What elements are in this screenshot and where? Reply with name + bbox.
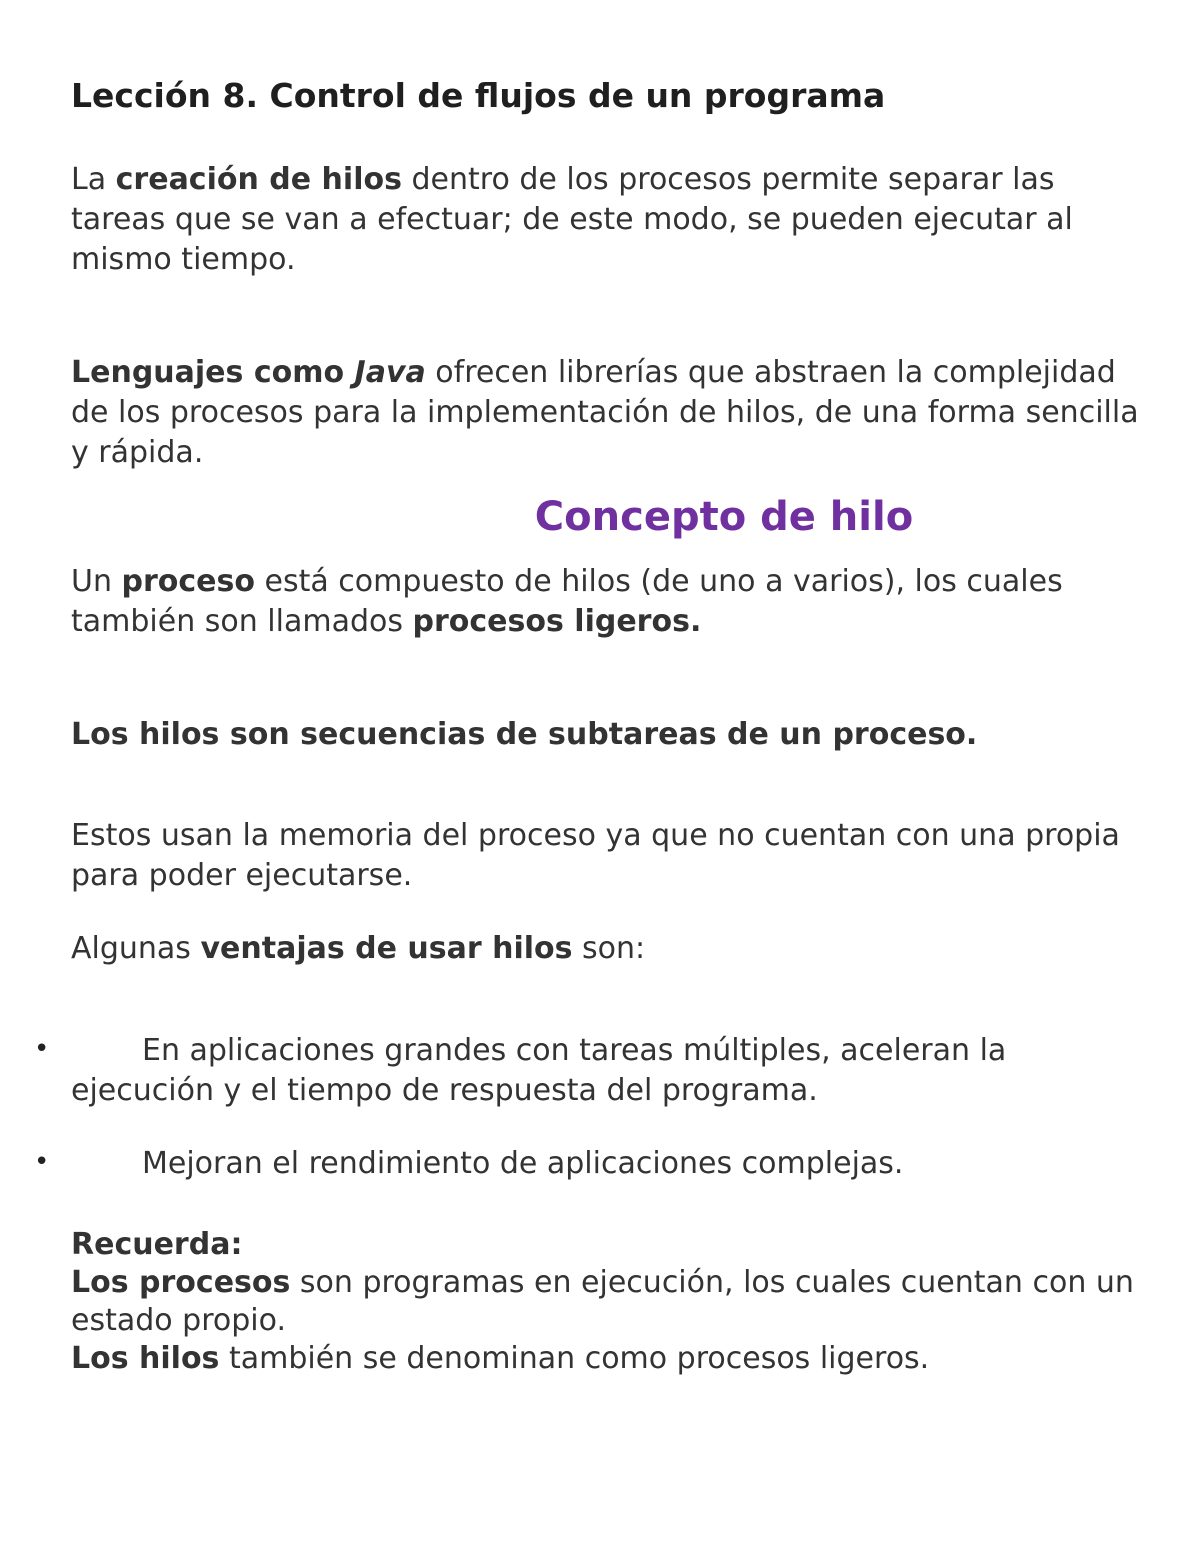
paragraph-advantages-intro — [71, 929, 1141, 969]
bold-text: procesos ligeros. — [412, 604, 702, 639]
bold-text: creación de hilos — [115, 162, 402, 197]
bold-text: Los hilos — [71, 1341, 220, 1376]
list-item-text: En aplicaciones grandes con tareas múltiples, aceleran la ejecución y el tiempo de respuesta del programa. — [71, 1033, 1007, 1108]
paragraph-thread-creation — [71, 160, 1141, 280]
list-item — [71, 1144, 1141, 1184]
text: son: — [572, 931, 646, 966]
text: ofrecen librerías que abstraen la complejidad de los procesos para la implementación de hilos, de una forma sencilla y rápida. — [71, 355, 1139, 470]
bold-text: Lenguajes como — [71, 355, 355, 390]
bold-text: Los procesos — [71, 1265, 291, 1300]
list-item-text: Mejoran el rendimiento de aplicaciones complejas. — [142, 1146, 904, 1181]
bullet-icon: • — [34, 1147, 50, 1177]
bold-text: ventajas de usar hilos — [200, 931, 573, 966]
text: Un — [71, 564, 122, 599]
bullet-icon: • — [34, 1034, 50, 1064]
remember-block — [71, 1226, 1141, 1378]
text: también se denominan como procesos ligeros. — [219, 1341, 930, 1376]
section-heading: Concepto de hilo — [534, 494, 914, 540]
paragraph-memory: Estos usan la memoria del proceso ya que no cuentan con una propia para poder ejecutarse. — [71, 818, 1120, 893]
text: Algunas — [71, 931, 201, 966]
paragraph-process — [71, 562, 1141, 642]
text: La — [71, 162, 116, 197]
java-italic: Java — [354, 355, 426, 390]
remember-label: Recuerda: — [71, 1227, 243, 1262]
bold-text: Los hilos son secuencias de subtareas de un proceso. — [71, 717, 978, 752]
text: son programas en ejecución, los cuales cuentan con un estado propio. — [71, 1265, 1134, 1338]
text: está compuesto de hilos (de uno a varios), los cuales también son llamados — [71, 564, 1063, 639]
page-title: Lección 8. Control de flujos de un programa — [71, 76, 886, 115]
paragraph-languages — [71, 353, 1141, 473]
text: dentro de los procesos permite separar las tareas que se van a efectuar; de este modo, se pueden ejecutar al mismo tiempo. — [71, 162, 1073, 277]
list-item — [71, 1031, 1141, 1111]
bold-text: proceso — [121, 564, 255, 599]
paragraph-thread-definition — [71, 715, 1141, 755]
